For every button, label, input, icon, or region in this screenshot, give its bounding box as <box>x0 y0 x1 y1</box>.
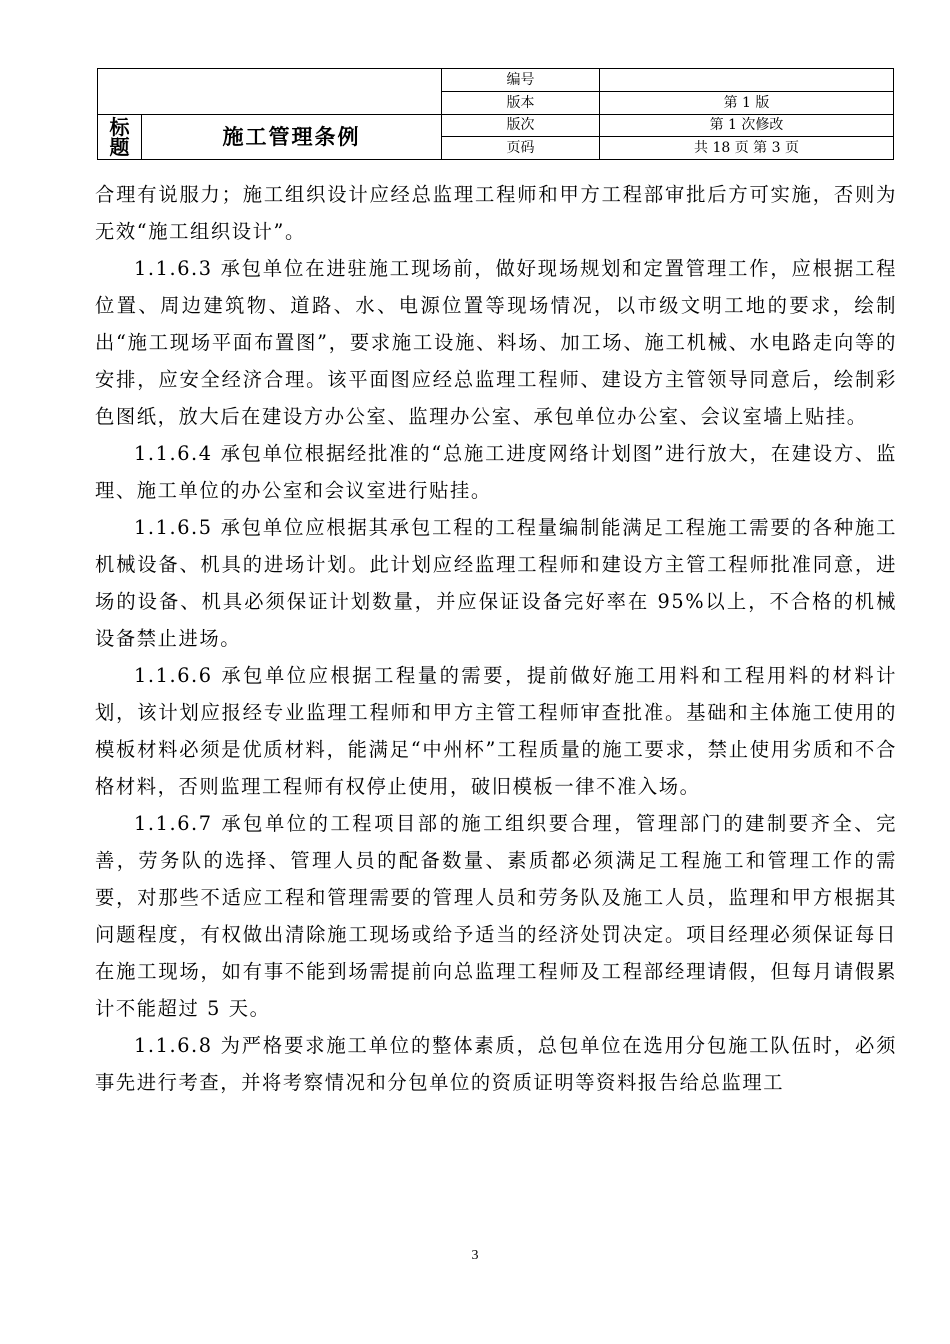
page-number: 3 <box>471 1248 479 1263</box>
title-label-char-1: 标 <box>109 114 130 139</box>
title-label-char-2: 题 <box>109 134 130 159</box>
paragraph-1-1-6-3: 1.1.6.3 承包单位在进驻施工现场前，做好现场规划和定置管理工作，应根据工程位置、周边建筑物、道路、水、电源位置等现场情况，以市级文明工地的要求，绘制出“施工现场平面布置图”，要求施工设施、料场、加工场、施工机械、水电路走向等的安排，应安全经济合理。该平面图应经总监理工程师、建设方主管领导同意后，绘制彩色图纸，放大后在建设方办公室、监理办公室、承包单位办公室、会议室墙上贴挂。 <box>95 257 897 428</box>
paragraph-1-1-6-5: 1.1.6.5 承包单位应根据其承包工程的工程量编制能满足工程施工需要的各种施工机械设备、机具的进场计划。此计划应经监理工程师和建设方主管工程师批准同意，进场的设备、机具必须保证计划数量，并应保证设备完好率在 95%以上，不合格的机械设备禁止进场。 <box>95 516 897 650</box>
page-label: 页码 <box>442 137 600 160</box>
paragraph-1-1-6-4: 1.1.6.4 承包单位根据经批准的“总施工进度网络计划图”进行放大，在建设方、监理、施工单位的办公室和会议室进行贴挂。 <box>95 442 897 502</box>
number-label: 编号 <box>442 69 600 92</box>
paragraph-1-1-6-8: 1.1.6.8 为严格要求施工单位的整体素质，总包单位在选用分包施工队伍时，必须事先进行考查，并将考察情况和分包单位的资质证明等资料报告给总监理工 <box>95 1034 897 1094</box>
version-label: 版本 <box>442 91 600 114</box>
version-value: 第 1 版 <box>600 91 894 114</box>
number-value <box>600 69 894 92</box>
header-row-number <box>98 69 894 92</box>
header-blank-cell <box>98 69 442 115</box>
document-header-table <box>97 68 894 160</box>
page-value: 共 18 页 第 3 页 <box>600 137 894 160</box>
title-label-cell <box>98 114 142 160</box>
revision-label: 版次 <box>442 114 600 137</box>
document-body <box>95 176 897 1101</box>
revision-value: 第 1 次修改 <box>600 114 894 137</box>
header-row-revision <box>98 114 894 137</box>
paragraph-1-1-6-6: 1.1.6.6 承包单位应根据工程量的需要，提前做好施工用料和工程用料的材料计划，该计划应报经专业监理工程师和甲方主管工程师审查批准。基础和主体施工使用的模板材料必须是优质材料，能满足“中州杯”工程质量的施工要求，禁止使用劣质和不合格材料，否则监理工程师有权停止使用，破旧模板一律不准入场。 <box>95 664 897 798</box>
paragraph-1-1-6-7: 1.1.6.7 承包单位的工程项目部的施工组织要合理，管理部门的建制要齐全、完善，劳务队的选择、管理人员的配备数量、素质都必须满足工程施工和管理工作的需要，对那些不适应工程和管理需要的管理人员和劳务队及施工人员，监理和甲方根据其问题程度，有权做出清除施工现场或给予适当的经济处罚决定。项目经理必须保证每日在施工现场，如有事不能到场需提前向总监理工程师及工程部经理请假，但每月请假累计不能超过 5 天。 <box>95 812 897 1020</box>
paragraph-continuation: 合理有说服力；施工组织设计应经总监理工程师和甲方工程部审批后方可实施，否则为无效“施工组织设计”。 <box>95 183 897 243</box>
document-title: 施工管理条例 <box>142 114 442 160</box>
